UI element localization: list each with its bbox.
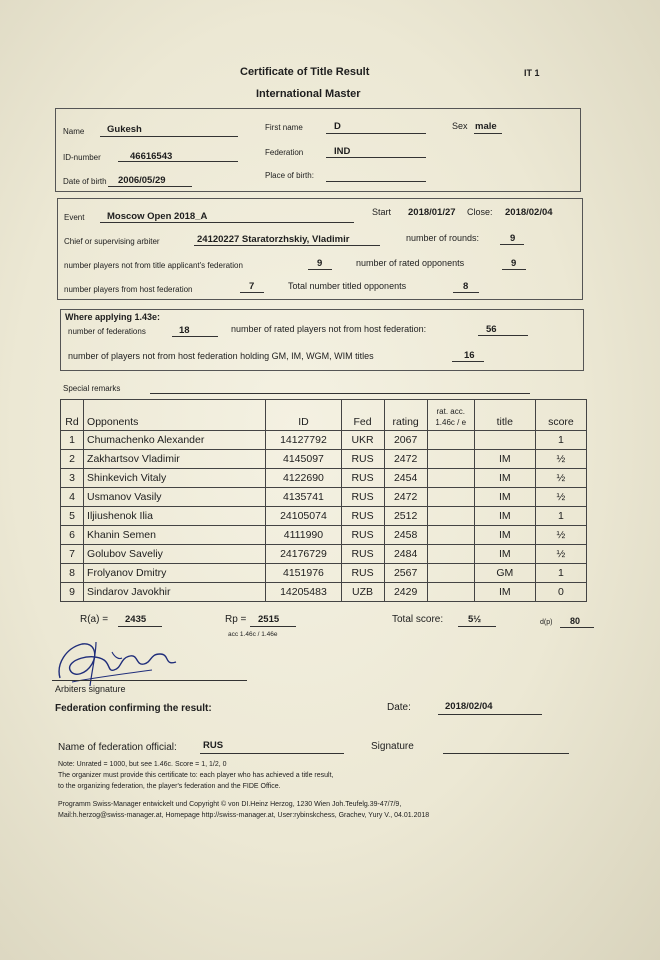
cell-fed: RUS — [341, 545, 384, 564]
table-row — [61, 545, 587, 564]
table-row — [61, 583, 587, 602]
cell-id: 24176729 — [266, 545, 341, 564]
table-row — [61, 488, 587, 507]
cell-rating: 2472 — [384, 450, 427, 469]
titles-line — [452, 361, 484, 362]
cell-id: 24105074 — [266, 507, 341, 526]
rounds-label: number of rounds: — [406, 233, 480, 243]
note-line-5: Mail:h.herzog@swiss-manager.at, Homepage http://swiss-manager.at, User:rybinskchess, Grachev, Yury V., 04.01.2018 — [58, 812, 430, 819]
table-row — [61, 564, 587, 583]
note-line-1: Note: Unrated = 1000, but see 1.46c. Score = 1, 1/2, 0 — [58, 761, 227, 768]
cell-title: IM — [474, 450, 535, 469]
note-line-2: The organizer must provide this certificate to: each player who has achieved a title result, — [58, 772, 334, 779]
cell-fed: RUS — [341, 469, 384, 488]
federation-line — [326, 157, 426, 158]
cell-title: GM — [474, 564, 535, 583]
cell-opponent: Usmanov Vasily — [84, 488, 266, 507]
federation-confirm-label: Federation confirming the result: — [55, 703, 212, 714]
first-name-label: First name — [265, 123, 303, 132]
cell-title: IM — [474, 545, 535, 564]
not-applicant-fed-label: number players not from title applicant's federation — [64, 261, 243, 270]
cell-rat-acc — [427, 526, 474, 545]
start-label: Start — [372, 207, 392, 217]
rated-opponents-line — [502, 269, 526, 270]
cell-score: 0 — [535, 583, 586, 602]
col-score: score — [535, 400, 586, 431]
cell-title: IM — [474, 488, 535, 507]
rated-not-host-line — [478, 335, 528, 336]
col-rating: rating — [384, 400, 427, 431]
signature-line — [443, 753, 569, 754]
cell-rat-acc — [427, 507, 474, 526]
cell-fed: UZB — [341, 583, 384, 602]
col-id: ID — [266, 400, 341, 431]
cell-opponent: Golubov Saveliy — [84, 545, 266, 564]
applying-heading: Where applying 1.43e: — [65, 312, 161, 322]
cell-opponent: Frolyanov Dmitry — [84, 564, 266, 583]
cell-id: 14127792 — [266, 431, 341, 450]
cell-rat-acc — [427, 431, 474, 450]
opponents-table — [60, 399, 587, 602]
dob-line — [108, 186, 192, 187]
titles-label: number of players not from host federation holding GM, IM, WGM, WIM titles — [68, 351, 374, 361]
cell-opponent: Zakhartsov Vladimir — [84, 450, 266, 469]
cell-rat-acc — [427, 469, 474, 488]
rp-value: 2515 — [258, 614, 280, 625]
cell-score: 1 — [535, 507, 586, 526]
cell-rating: 2067 — [384, 431, 427, 450]
first-name-value: D — [334, 121, 341, 132]
feds-value: 18 — [179, 325, 190, 336]
start-value: 2018/01/27 — [408, 207, 456, 218]
cell-title — [474, 431, 535, 450]
cell-rd: 7 — [61, 545, 84, 564]
rated-opponents-label: number of rated opponents — [356, 258, 465, 268]
official-label: Name of federation official: — [58, 742, 177, 753]
rp-note: acc 1.46c / 1.46e — [228, 631, 278, 638]
cell-rat-acc — [427, 545, 474, 564]
table-row — [61, 450, 587, 469]
date-line — [438, 714, 542, 715]
ra-line — [118, 626, 162, 627]
cell-opponent: Sindarov Javokhir — [84, 583, 266, 602]
rated-opponents-value: 9 — [511, 258, 517, 269]
cell-fed: UKR — [341, 431, 384, 450]
cell-opponent: Khanin Semen — [84, 526, 266, 545]
id-label: ID-number — [63, 153, 101, 162]
total-label: Total score: — [392, 614, 444, 625]
name-label: Name — [63, 127, 85, 136]
total-value: 5½ — [468, 614, 482, 625]
feds-line — [172, 336, 218, 337]
sex-value: male — [475, 121, 497, 132]
not-applicant-fed-value: 9 — [317, 258, 323, 269]
arbiter-signature-label: Arbiters signature — [55, 684, 126, 694]
col-rat-acc-bottom: 1.46c / e — [435, 418, 467, 427]
cell-rating: 2454 — [384, 469, 427, 488]
rp-label: Rp = — [225, 614, 247, 625]
rated-not-host-label: number of rated players not from host federation: — [231, 324, 427, 334]
dp-line — [560, 627, 594, 628]
official-value: RUS — [203, 740, 224, 751]
date-value: 2018/02/04 — [445, 701, 493, 712]
cell-opponent: Iljiushenok Ilia — [84, 507, 266, 526]
remarks-line — [150, 393, 530, 394]
cell-id: 4151976 — [266, 564, 341, 583]
titled-label: Total number titled opponents — [288, 281, 407, 291]
cell-score: ½ — [535, 488, 586, 507]
table-row — [61, 526, 587, 545]
remarks-label: Special remarks — [63, 384, 121, 393]
cell-title: IM — [474, 526, 535, 545]
cell-rating: 2472 — [384, 488, 427, 507]
ra-value: 2435 — [125, 614, 147, 625]
cell-id: 4145097 — [266, 450, 341, 469]
cell-rat-acc — [427, 450, 474, 469]
table-row — [61, 507, 587, 526]
pob-label: Place of birth: — [265, 171, 314, 180]
document-subtitle: International Master — [256, 88, 361, 100]
document-title: Certificate of Title Result — [240, 66, 370, 78]
arbiter-value: 24120227 Staratorzhskiy, Vladimir — [197, 234, 350, 245]
federation-label: Federation — [265, 148, 304, 157]
cell-rd: 2 — [61, 450, 84, 469]
rounds-value: 9 — [510, 233, 516, 244]
dp-label: d(p) — [540, 619, 553, 626]
event-label: Event — [64, 213, 85, 222]
cell-fed: RUS — [341, 526, 384, 545]
cell-score: 1 — [535, 431, 586, 450]
close-value: 2018/02/04 — [505, 207, 553, 218]
cell-score: 1 — [535, 564, 586, 583]
event-value: Moscow Open 2018_A — [107, 211, 208, 222]
rounds-line — [500, 244, 524, 245]
cell-rd: 5 — [61, 507, 84, 526]
note-line-4: Programm Swiss-Manager entwickelt und Copyright © von DI.Heinz Herzog, 1230 Wien Joh.Teufelg.39-47/7/9, — [58, 801, 402, 808]
table-row — [61, 431, 587, 450]
sex-line — [474, 133, 502, 134]
cell-id: 14205483 — [266, 583, 341, 602]
titled-line — [453, 292, 479, 293]
table-header-row — [61, 400, 587, 431]
dp-value: 80 — [570, 616, 581, 626]
rp-line — [250, 626, 296, 627]
cell-rating: 2512 — [384, 507, 427, 526]
cell-fed: RUS — [341, 564, 384, 583]
cell-rating: 2484 — [384, 545, 427, 564]
cell-rat-acc — [427, 564, 474, 583]
arbiter-signature-line — [52, 680, 247, 681]
arbiter-label: Chief or supervising arbiter — [64, 237, 160, 246]
cell-id: 4111990 — [266, 526, 341, 545]
cell-rd: 3 — [61, 469, 84, 488]
note-line-3: to the organizing federation, the player's federation and the FIDE Office. — [58, 783, 281, 790]
col-rat-acc-top: rat. acc. — [436, 407, 465, 416]
name-line — [100, 136, 238, 137]
cell-rd: 4 — [61, 488, 84, 507]
id-value: 46616543 — [130, 151, 173, 162]
cell-rat-acc — [427, 488, 474, 507]
rated-not-host-value: 56 — [486, 324, 497, 335]
cell-score: ½ — [535, 469, 586, 488]
cell-rating: 2429 — [384, 583, 427, 602]
cell-rat-acc — [427, 583, 474, 602]
id-line — [118, 161, 238, 162]
feds-label: number of federations — [68, 327, 146, 336]
cell-rd: 6 — [61, 526, 84, 545]
cell-title: IM — [474, 469, 535, 488]
first-name-line — [326, 133, 426, 134]
pob-line — [326, 181, 426, 182]
cell-score: ½ — [535, 545, 586, 564]
cell-rating: 2458 — [384, 526, 427, 545]
dob-value: 2006/05/29 — [118, 175, 166, 186]
cell-rd: 9 — [61, 583, 84, 602]
cell-fed: RUS — [341, 507, 384, 526]
cell-opponent: Chumachenko Alexander — [84, 431, 266, 450]
titled-value: 8 — [463, 281, 469, 292]
col-rd: Rd — [61, 400, 84, 431]
sex-label: Sex — [452, 121, 468, 131]
cell-rd: 8 — [61, 564, 84, 583]
titles-value: 16 — [464, 350, 475, 361]
col-fed: Fed — [341, 400, 384, 431]
cell-title: IM — [474, 507, 535, 526]
col-opponents: Opponents — [84, 400, 266, 431]
col-rat-acc — [427, 400, 474, 431]
host-fed-label: number players from host federation — [64, 285, 193, 294]
form-code: IT 1 — [524, 68, 540, 78]
federation-value: IND — [334, 146, 351, 157]
cell-rating: 2567 — [384, 564, 427, 583]
cell-id: 4122690 — [266, 469, 341, 488]
cell-rd: 1 — [61, 431, 84, 450]
dob-label: Date of birth — [63, 177, 107, 186]
total-line — [458, 626, 496, 627]
date-label: Date: — [387, 702, 411, 713]
arbiter-line — [194, 245, 380, 246]
close-label: Close: — [467, 207, 493, 217]
cell-opponent: Shinkevich Vitaly — [84, 469, 266, 488]
table-row — [61, 469, 587, 488]
host-fed-line — [240, 292, 264, 293]
col-title: title — [474, 400, 535, 431]
cell-title: IM — [474, 583, 535, 602]
official-line — [200, 753, 344, 754]
cell-fed: RUS — [341, 488, 384, 507]
host-fed-value: 7 — [249, 281, 255, 292]
ra-label: R(a) = — [80, 614, 109, 625]
signature-label: Signature — [371, 741, 414, 752]
name-value: Gukesh — [107, 124, 142, 135]
cell-fed: RUS — [341, 450, 384, 469]
cell-score: ½ — [535, 450, 586, 469]
cell-id: 4135741 — [266, 488, 341, 507]
not-applicant-fed-line — [308, 269, 332, 270]
cell-score: ½ — [535, 526, 586, 545]
event-line — [100, 222, 354, 223]
